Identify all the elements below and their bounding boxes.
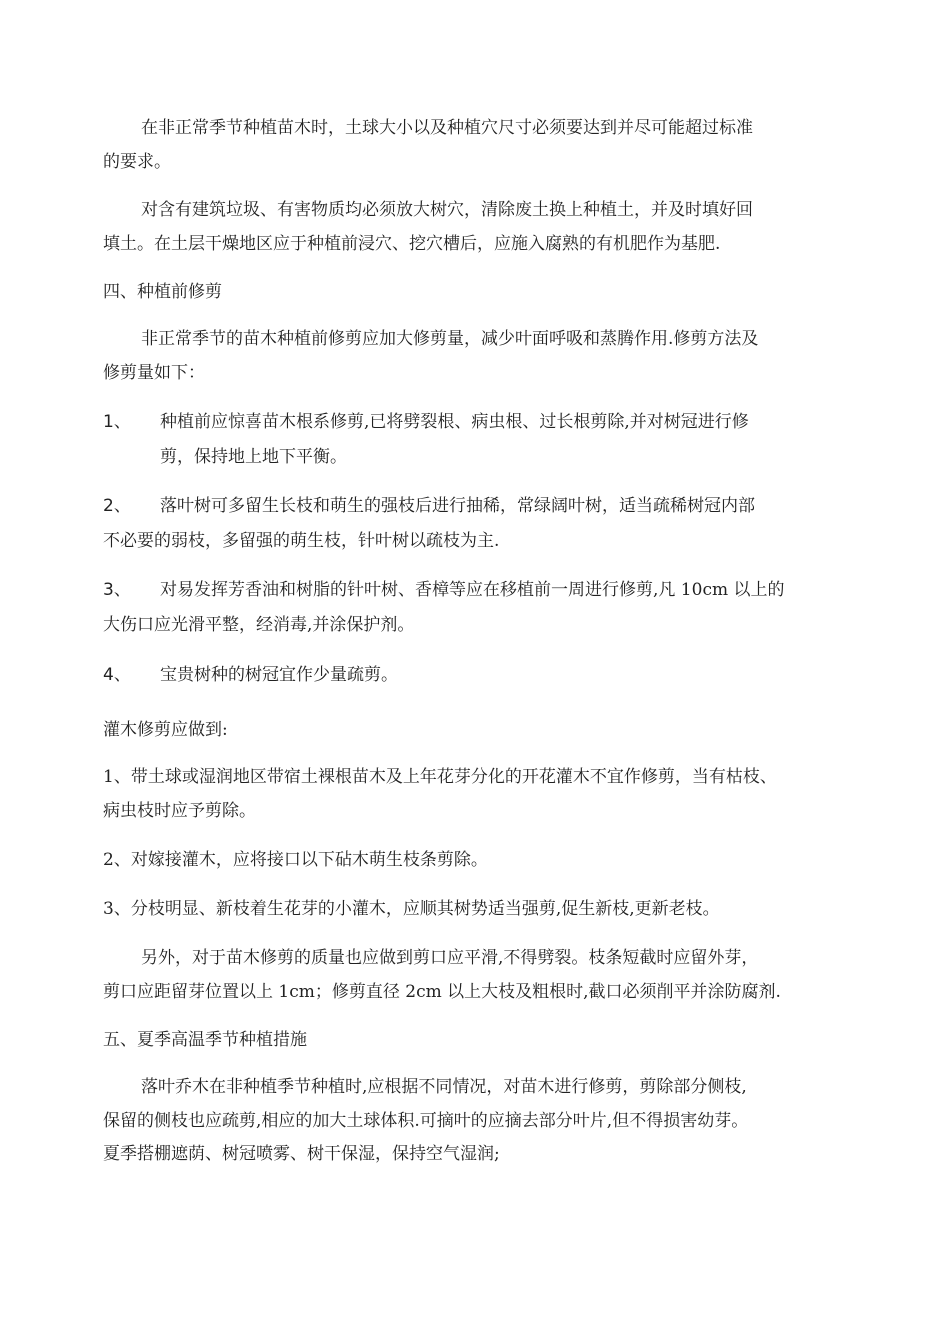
list-item-1-number: 1、: [103, 412, 131, 432]
shrub-item-3-line-1: 3、分枝明显、新枝着生花芽的小灌木，应顺其树势适当强剪,促生新枝,更新老枝。: [103, 899, 720, 919]
shrub-item-2-line-1: 2、对嫁接灌木，应将接口以下砧木萌生枝条剪除。: [103, 850, 488, 870]
list-item-3-number: 3、: [103, 580, 131, 600]
shrub-item-1-line-2: 病虫枝时应予剪除。: [103, 801, 256, 821]
paragraph-3-line-1: 非正常季节的苗木种植前修剪应加大修剪量，减少叶面呼吸和蒸腾作用.修剪方法及: [141, 329, 759, 349]
section-heading-5: 五、夏季高温季节种植措施: [103, 1030, 307, 1050]
list-item-2-line-1: 落叶树可多留生长枝和萌生的强枝后进行抽稀，常绿阔叶树，适当疏稀树冠内部: [160, 496, 755, 516]
list-item-3-line-2: 大伤口应光滑平整，经消毒,并涂保护剂。: [103, 615, 415, 635]
list-item-2-line-2: 不必要的弱枝，多留强的萌生枝，针叶树以疏枝为主.: [103, 531, 500, 551]
paragraph-5-line-1: 落叶乔木在非种植季节种植时,应根据不同情况，对苗木进行修剪，剪除部分侧枝,: [141, 1077, 747, 1097]
list-item-1-line-1: 种植前应惊喜苗木根系修剪,已将劈裂根、病虫根、过长根剪除,并对树冠进行修: [160, 412, 749, 432]
paragraph-2-line-1: 对含有建筑垃圾、有害物质均必须放大树穴，清除废土换上种植土，并及时填好回: [141, 200, 753, 220]
list-item-2-number: 2、: [103, 496, 131, 516]
list-item-4-line-1: 宝贵树种的树冠宜作少量疏剪。: [160, 665, 398, 685]
list-item-4-number: 4、: [103, 665, 131, 685]
paragraph-1-line-2: 的要求。: [103, 152, 171, 172]
paragraph-4-line-2: 剪口应距留芽位置以上 1cm；修剪直径 2cm 以上大枝及粗根时,截口必须削平并涂防腐剂.: [103, 982, 781, 1002]
section-heading-4: 四、种植前修剪: [103, 282, 222, 302]
shrub-heading: 灌木修剪应做到:: [103, 720, 228, 740]
list-item-3-line-1: 对易发挥芳香油和树脂的针叶树、香樟等应在移植前一周进行修剪,凡 10cm 以上的: [160, 580, 785, 600]
paragraph-2-line-2: 填土。在土层干燥地区应于种植前浸穴、挖穴槽后，应施入腐熟的有机肥作为基肥.: [103, 234, 721, 254]
paragraph-1-line-1: 在非正常季节种植苗木时，土球大小以及种植穴尺寸必须要达到并尽可能超过标准: [141, 118, 753, 138]
shrub-item-1-line-1: 1、带土球或湿润地区带宿土裸根苗木及上年花芽分化的开花灌木不宜作修剪，当有枯枝、: [103, 767, 777, 787]
paragraph-5-line-3: 夏季搭棚遮荫、树冠喷雾、树干保湿，保持空气湿润;: [103, 1144, 500, 1164]
paragraph-3-line-2: 修剪量如下：: [103, 363, 205, 383]
paragraph-5-line-2: 保留的侧枝也应疏剪,相应的加大土球体积.可摘叶的应摘去部分叶片,但不得损害幼芽。: [103, 1111, 749, 1131]
paragraph-4-line-1: 另外，对于苗木修剪的质量也应做到剪口应平滑,不得劈裂。枝条短截时应留外芽，: [141, 948, 759, 968]
list-item-1-line-2: 剪，保持地上地下平衡。: [160, 447, 347, 467]
